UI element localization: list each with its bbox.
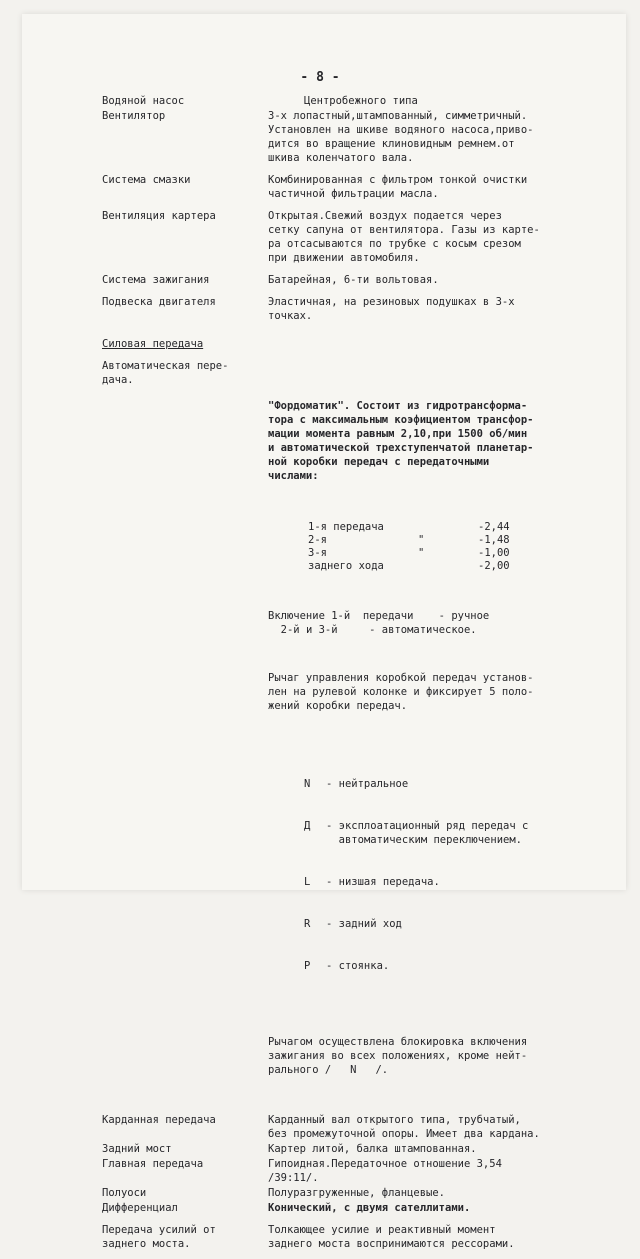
- spec-row-water-pump: [102, 94, 622, 108]
- position-code: N: [304, 778, 311, 790]
- spec-label: Передача усилий от заднего моста.: [102, 1224, 216, 1250]
- spec-row-lubrication: [102, 173, 622, 201]
- gear-ratio: -2,00: [478, 560, 510, 572]
- page-number: - 8 -: [300, 70, 340, 85]
- lever-position: [304, 875, 620, 889]
- gear-mark: [418, 560, 478, 573]
- spec-row-fan: [102, 109, 622, 165]
- transmission-details: [268, 359, 620, 1105]
- gear-name: 1-я передача: [308, 521, 384, 533]
- spec-row-half-shafts: [102, 1186, 622, 1200]
- gear-ratio-table: [308, 521, 510, 573]
- spec-row-final-drive: [102, 1157, 622, 1185]
- spec-label: Автоматическая пере- дача.: [102, 360, 229, 386]
- spec-label: Карданная передача: [102, 1114, 216, 1126]
- lever-position: [304, 959, 620, 973]
- spec-label: Система смазки: [102, 174, 191, 186]
- spec-label: Система зажигания: [102, 274, 210, 286]
- gear-ratio: -1,48: [478, 534, 510, 546]
- position-desc: - задний ход: [326, 918, 402, 930]
- spec-label: Подвеска двигателя: [102, 296, 216, 308]
- spec-row-driveshaft: [102, 1113, 622, 1141]
- position-desc: - нейтральное: [326, 778, 409, 790]
- shift-lever-description: Рычаг управления коробкой передач установ- лен на рулевой колонке и фиксирует 5 поло- жений коробки передач.: [268, 672, 534, 712]
- gear-engagement: Включение 1-й передачи - ручное 2-й и 3-й - автоматическое.: [268, 610, 490, 636]
- gear-row: [308, 560, 510, 573]
- spec-label: Водяной насос: [102, 95, 185, 107]
- spec-label: Вентилятор: [102, 110, 166, 122]
- gear-name: заднего хода: [308, 560, 384, 572]
- gear-ratio: -2,44: [478, 521, 510, 533]
- spec-row-thrust-transfer: [102, 1223, 622, 1251]
- spec-label: Вентиляция картера: [102, 210, 216, 222]
- gear-mark: ": [418, 534, 425, 546]
- spec-value: Толкающее усилие и реактивный момент заднего моста воспринимаются рессорами.: [268, 1224, 515, 1250]
- section-heading: Силовая передача: [102, 338, 204, 350]
- transmission-intro: "Фордоматик". Состоит из гидротрансформа- тора с максимальным коэфициентом трансфор- мации момента равным 2,10,при 1500 об/мин и автоматической трехступенчатой планетар- ной коробки передач с передаточными числами:: [268, 400, 534, 482]
- spec-row-differential: [102, 1201, 622, 1215]
- spec-row-ignition: [102, 273, 622, 287]
- gear-row: [308, 547, 510, 560]
- spec-row-transmission: [102, 359, 622, 1105]
- spec-value: Карданный вал открытого типа, трубчатый, без промежуточной опоры. Имеет два кардана.: [268, 1114, 540, 1140]
- lever-position-list: [304, 749, 620, 1001]
- ignition-lockout: Рычагом осуществлена блокировка включения зажигания во всех положениях, кроме нейт- рального / N /.: [268, 1036, 528, 1076]
- spec-value: Конический, с двумя сателлитами.: [268, 1202, 471, 1214]
- spec-content: [102, 94, 622, 1259]
- position-desc: - стоянка.: [326, 960, 390, 972]
- spec-label: Дифференциал: [102, 1202, 178, 1214]
- spec-value: Картер литой, балка штампованная.: [268, 1143, 477, 1155]
- position-code: L: [304, 876, 311, 888]
- gear-mark: [418, 521, 478, 534]
- spec-value: Полуразгруженные, фланцевые.: [268, 1187, 446, 1199]
- spec-value: Открытая.Свежий воздух подается через сетку сапуна от вентилятора. Газы из карте- ра отсасываются по трубке с косым срезом при движении автомобиля.: [268, 210, 540, 264]
- gear-row: [308, 521, 510, 534]
- position-desc: - эксплоатационный ряд передач с автоматическим переключением.: [326, 820, 529, 846]
- gear-name: 2-я: [308, 534, 327, 546]
- lever-position: [304, 917, 620, 931]
- position-code: P: [304, 960, 311, 972]
- gear-name: 3-я: [308, 547, 327, 559]
- spec-value: Батарейная, 6-ти вольтовая.: [268, 274, 439, 286]
- spec-value: Эластичная, на резиновых подушках в 3-х точках.: [268, 296, 515, 322]
- position-desc: - низшая передача.: [326, 876, 440, 888]
- gear-mark: ": [418, 547, 425, 559]
- spec-row-crankcase-ventilation: [102, 209, 622, 265]
- gear-row: [308, 534, 510, 547]
- spec-label: Полуоси: [102, 1187, 147, 1199]
- spec-label: Задний мост: [102, 1143, 172, 1155]
- spec-row-rear-axle: [102, 1142, 622, 1156]
- spec-value: Гипоидная.Передаточное отношение 3,54 /39:11/.: [268, 1158, 502, 1184]
- spec-row-engine-mount: [102, 295, 622, 323]
- gear-ratio: -1,00: [478, 547, 510, 559]
- spec-value: Комбинированная с фильтром тонкой очистки частичной фильтрации масла.: [268, 174, 528, 200]
- position-code: R: [304, 918, 311, 930]
- spec-value: Центробежного типа: [304, 95, 418, 107]
- spec-value: 3-х лопастный,штампованный, симметричный. Установлен на шкиве водяного насоса,приво- дится во вращение клиновидным ремнем.от шкива коленчатого вала.: [268, 110, 534, 164]
- position-code: Д: [304, 820, 311, 832]
- spec-label: Главная передача: [102, 1158, 204, 1170]
- lever-position: [304, 777, 620, 791]
- lever-position: [304, 819, 620, 847]
